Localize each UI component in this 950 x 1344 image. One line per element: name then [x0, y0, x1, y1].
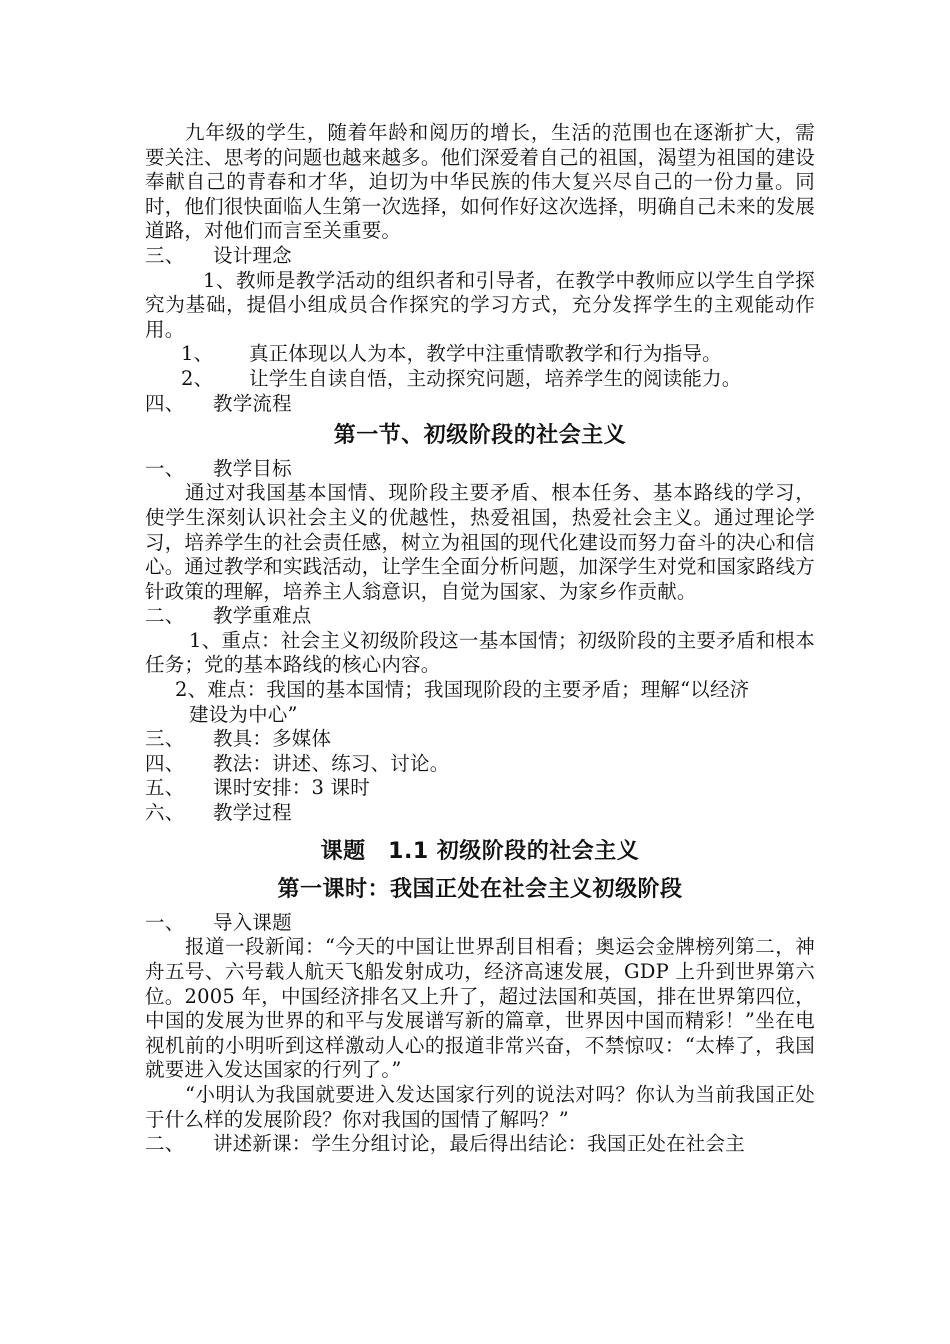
section-title: 导入课题: [213, 910, 292, 934]
keypoint-2-line-2: 建设为中心”: [189, 702, 298, 726]
section-text: 教具：多媒体: [213, 727, 332, 751]
design-item-2: [145, 367, 815, 392]
section-number: 二、: [145, 604, 185, 628]
section-number: 三、: [145, 243, 185, 267]
intro-topic-heading: [145, 911, 815, 936]
intro-paragraph: 九年级的学生，随着年龄和阅历的增长，生活的范围也在逐渐扩大，需要关注、思考的问题也越来越多。他们深爱着自己的祖国，渴望为祖国的建设奉献自己的青春和才华，迫切为中华民族的伟大复兴尽自己的一份力量。同时，他们很快面临人生第一次选择，如何作好这次选择，明确自己未来的发展道路，对他们而言至关重要。: [145, 121, 815, 243]
section-text: 课时安排：3 课时: [213, 776, 370, 800]
section-text: 教学过程: [213, 801, 292, 825]
section-number: 三、: [145, 727, 185, 751]
question-paragraph: “小明认为我国就要进入发达国家行列的说法对吗？你认为当前我国正处于什么样的发展阶段？你对我国的国情了解吗？”: [145, 1082, 815, 1131]
design-paragraph-1: 1、教师是教学活动的组织者和引导者，在教学中教师应以学生自学探究为基础，提倡小组成员合作探究的学习方式，充分发挥学生的主观能动作用。: [145, 268, 815, 341]
goals-paragraph: 通过对我国基本国情、现阶段主要矛盾、根本任务、基本路线的学习，使学生深刻认识社会主义的优越性，热爱祖国，热爱社会主义。通过理论学习，培养学生的社会责任感，树立为祖国的现代化建设而努力奋斗的决心和信心。通过教学和实践活动，让学生全面分析问题，加深学生对党和国家路线方针政策的理解，培养主人翁意识，自觉为国家、为家乡作贡献。: [145, 481, 815, 603]
section-number: 四、: [145, 391, 185, 415]
keypoint-2-line-1: 2、难点：我国的基本国情；我国现阶段的主要矛盾；理解“以经济: [175, 678, 750, 702]
section-number: 二、: [145, 1132, 185, 1156]
section-number: 六、: [145, 801, 185, 825]
goals-heading: [145, 457, 815, 482]
item-text: 真正体现以人为本，教学中注重情歌教学和行为指导。: [249, 342, 722, 366]
keypoint-1: 1、重点：社会主义初级阶段这一基本国情；初级阶段的主要矛盾和根本任务；党的基本路线的核心内容。: [145, 628, 815, 677]
section-title: 教学流程: [213, 391, 292, 415]
section-text: 教法：讲述、练习、讨论。: [213, 751, 450, 775]
section-design-heading: [145, 244, 815, 269]
teaching-item-methods: [145, 752, 815, 777]
section-number: 五、: [145, 776, 185, 800]
section-title: 设计理念: [213, 243, 292, 267]
period-heading: 第一课时：我国正处在社会主义初级阶段: [277, 877, 683, 903]
item-number: 2、: [181, 366, 214, 390]
section-flow-heading: [145, 392, 815, 417]
document-page: [145, 121, 815, 1157]
section-number: 一、: [145, 456, 185, 480]
section-text: 讲述新课：学生分组讨论，最后得出结论：我国正处在社会主: [213, 1132, 745, 1156]
keypoints-heading: [145, 604, 815, 629]
teaching-item-tools: [145, 727, 815, 752]
section-title: 教学重难点: [213, 604, 312, 628]
section-number: 一、: [145, 910, 185, 934]
chapter-heading: 第一节、初级阶段的社会主义: [333, 423, 627, 449]
lecture-heading: [145, 1132, 815, 1157]
design-item-1: [145, 342, 815, 367]
news-paragraph: 报道一段新闻：“今天的中国让世界刮目相看；奥运会金牌榜列第二，神舟五号、六号载人航天飞船发射成功，经济高速发展，GDP 上升到世界第六位。2005 年，中国经济排名又上升了，超过法国和英国，排在世界第四位，中国的发展为世界的和平与发展谱写新的篇章，世界因中国而精彩！”坐在电视机前的小明听到这样激动人心的报道非常兴奋，不禁惊叹：“太棒了，我国就要进入发达国家的行列了。”: [145, 935, 815, 1082]
lesson-heading: 课题 1.1 初级阶段的社会主义: [320, 838, 640, 864]
section-title: 教学目标: [213, 456, 292, 480]
item-text: 让学生自读自悟，主动探究问题，培养学生的阅读能力。: [249, 366, 742, 390]
section-number: 四、: [145, 751, 185, 775]
item-number: 1、: [181, 342, 214, 366]
teaching-item-schedule: [145, 776, 815, 801]
teaching-item-process: [145, 801, 815, 826]
